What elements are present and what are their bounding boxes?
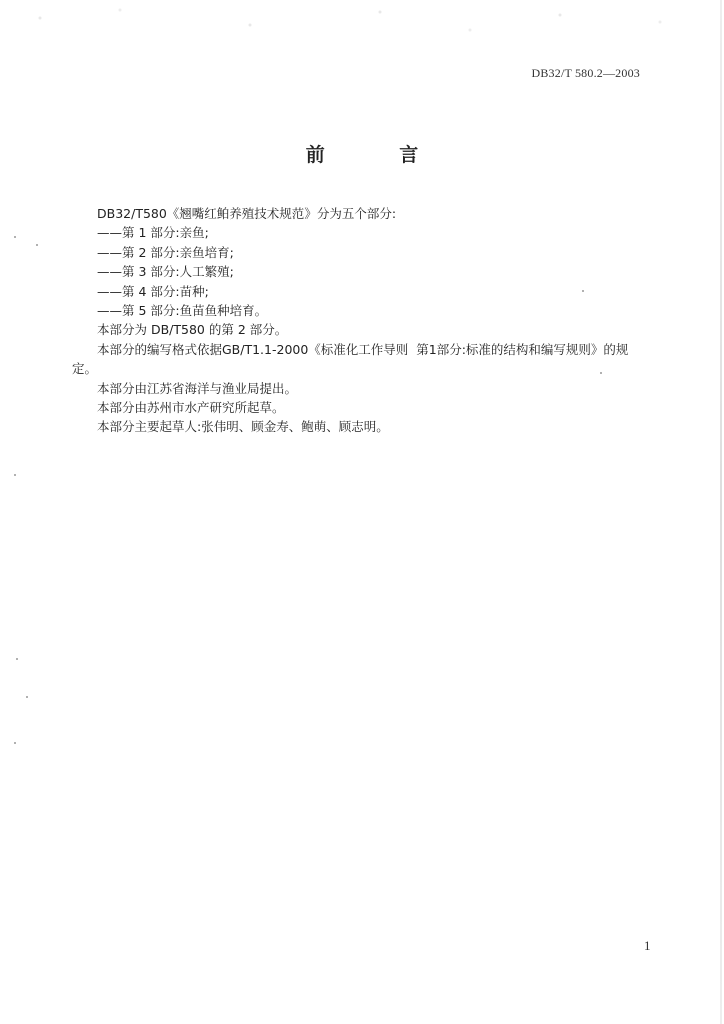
list-item-part-5: ——第 5 部分:鱼苗鱼种培育。 <box>97 303 268 319</box>
scan-speck <box>26 696 28 698</box>
list-item-part-3: ——第 3 部分:人工繁殖; <box>97 264 234 280</box>
page-number: 1 <box>644 938 651 953</box>
paragraph-proposer: 本部分由江苏省海洋与渔业局提出。 <box>97 380 298 396</box>
scan-speck <box>14 236 16 238</box>
paragraph-drafters: 本部分主要起草人:张伟明、顾金寿、鲍萌、顾志明。 <box>97 419 389 435</box>
scan-noise <box>0 0 724 60</box>
scan-speck <box>14 742 16 744</box>
list-item-part-1: ——第 1 部分:亲鱼; <box>97 225 209 241</box>
scan-speck <box>600 372 602 374</box>
paragraph-format-basis: 本部分的编写格式依据GB/T1.1-2000《标准化工作导则 第1部分:标准的结构和编写规则》的规定。 <box>72 341 629 377</box>
page-title: 前 言 <box>305 144 453 166</box>
paragraph-part-scope: 本部分为 DB/T580 的第 2 部分。 <box>97 322 288 338</box>
paragraph-drafter-org: 本部分由苏州市水产研究所起草。 <box>97 400 285 416</box>
document-code: DB32/T 580.2—2003 <box>531 66 640 80</box>
list-item-part-2: ——第 2 部分:亲鱼培育; <box>97 244 234 260</box>
scan-speck <box>14 474 16 476</box>
list-item-part-4: ——第 4 部分:苗种; <box>97 283 209 299</box>
foreword-body <box>72 204 642 437</box>
paragraph-intro: DB32/T580《翘嘴红鲌养殖技术规范》分为五个部分: <box>97 206 397 221</box>
scan-speck <box>16 658 18 660</box>
scan-speck <box>36 244 38 246</box>
scan-speck <box>582 290 584 292</box>
